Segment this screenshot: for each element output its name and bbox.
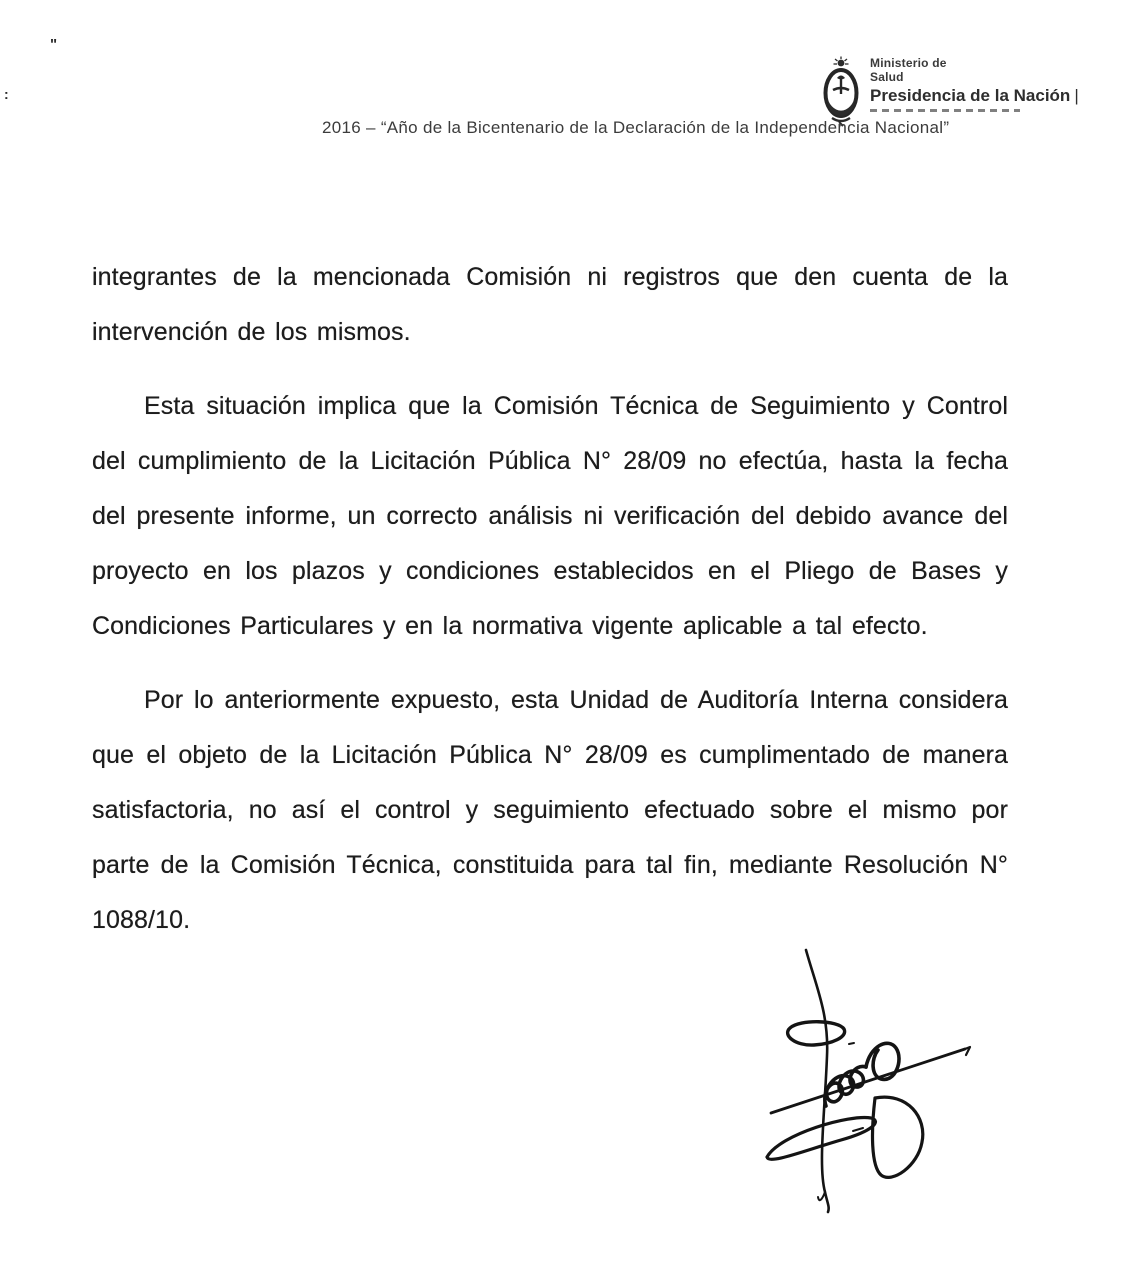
scan-artifact-quote: " — [50, 36, 58, 53]
paragraph-2: Esta situación implica que la Comisión Técnica de Seguimiento y Control del cumplimiento de la Licitación Pública N° 28/09 no efectúa, hasta la fecha del presente informe, un correcto análisis ni verificación del debido avance del proyecto en los plazos y condiciones establecidos en el Pliego de Bases y Condiciones Particulares y en la normativa vigente aplicable a tal efecto. — [92, 392, 1008, 640]
document-body — [92, 250, 1008, 967]
paragraph-1: integrantes de la mencionada Comisión ni registros que den cuenta de la intervención de los mismos. — [92, 263, 1008, 346]
presidency-line — [870, 86, 1079, 106]
scan-artifact-dashed-line — [870, 109, 1020, 112]
presidency-text: Presidencia de la Nación — [870, 86, 1071, 105]
paragraph-3: Por lo anteriormente expuesto, esta Unidad de Auditoría Interna considera que el objeto de la Licitación Pública N° 28/09 es cumplimentado de manera satisfactoria, no así el control y seguimiento efectuado sobre el mismo por parte de la Comisión Técnica, constituida para tal fin, mediante Resolución N° 1088/10. — [92, 686, 1008, 934]
ministry-name-line2: Salud — [870, 70, 904, 84]
scan-artifact-bar: | — [1074, 86, 1079, 105]
scan-artifact-colon: : — [4, 86, 9, 102]
year-motto-line: 2016 – “Año de la Bicentenario de la Declaración de la Independencia Nacional” — [322, 118, 950, 137]
handwritten-signature — [722, 928, 1052, 1258]
ministry-name-line1: Ministerio de — [870, 56, 947, 70]
ministry-text-block — [870, 56, 1079, 112]
